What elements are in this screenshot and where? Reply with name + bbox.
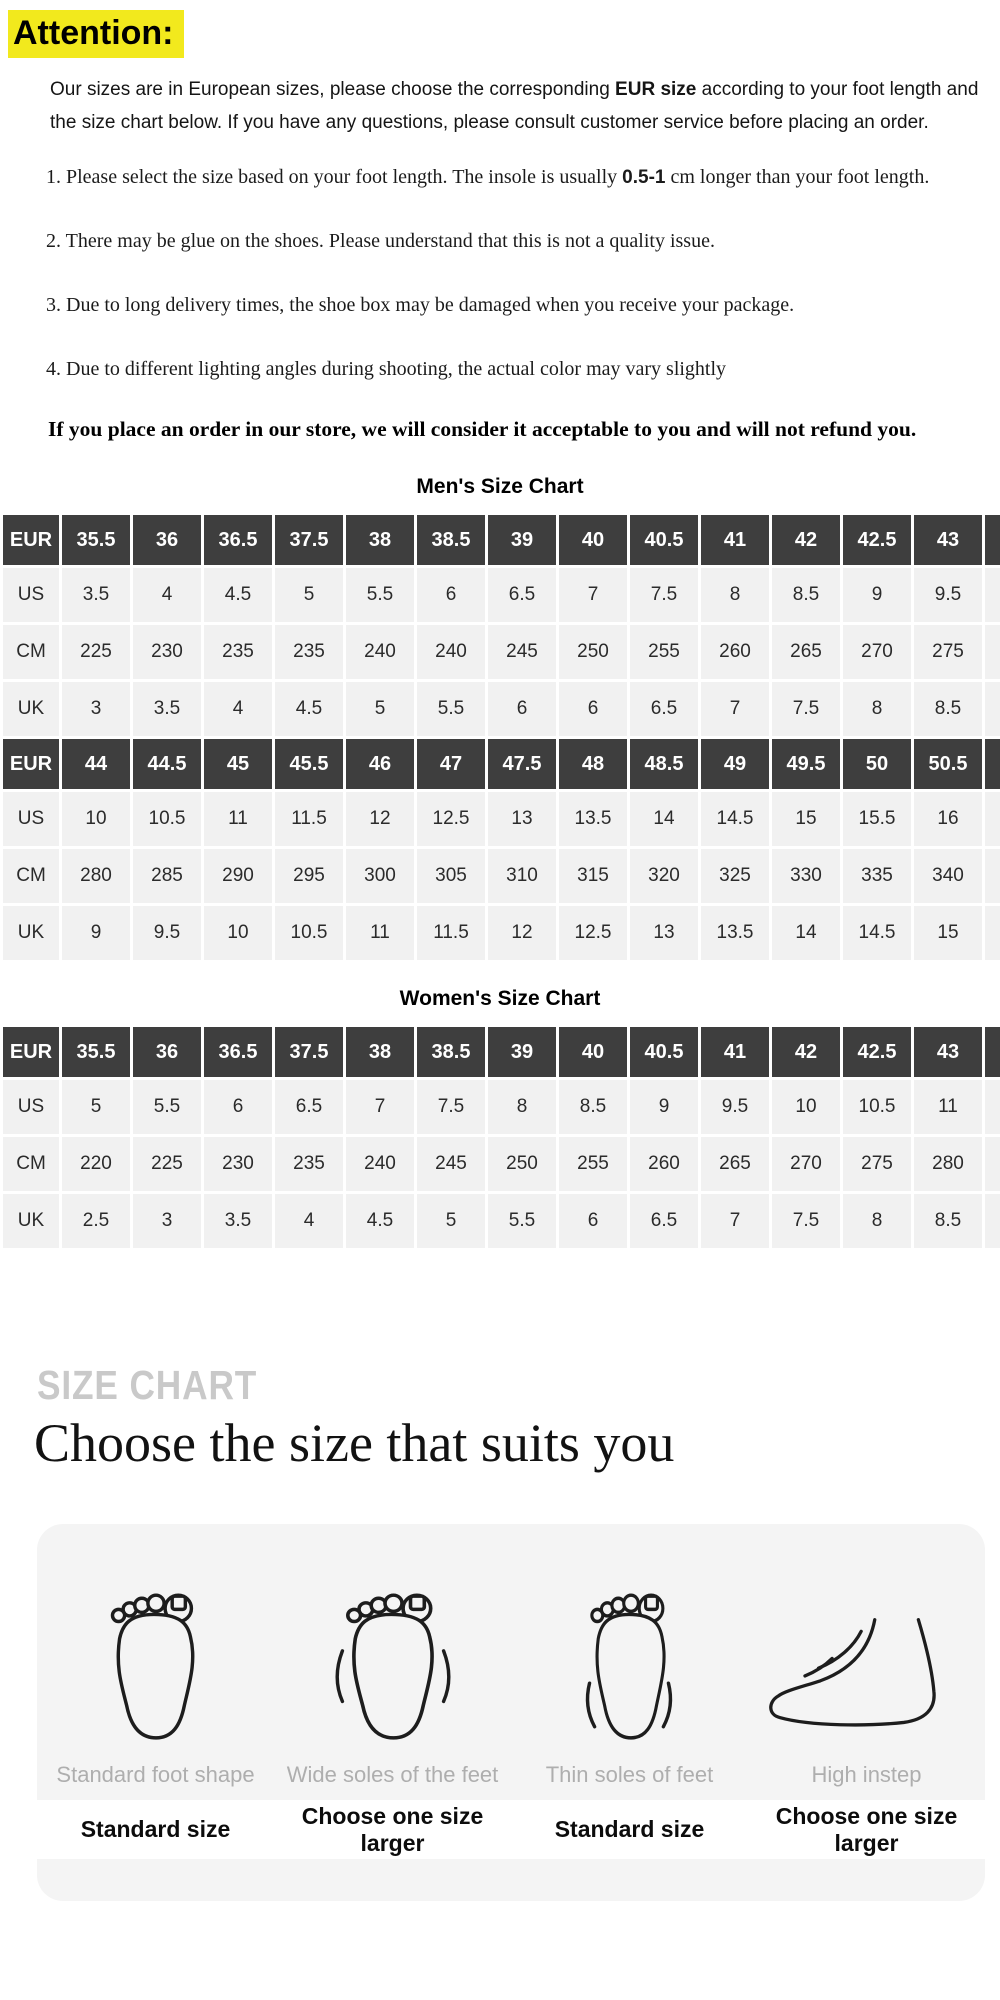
- size-cell: 7: [559, 568, 627, 622]
- size-cell: 6.5: [630, 1194, 698, 1248]
- size-cell: 230: [133, 625, 201, 679]
- size-cell: 260: [701, 625, 769, 679]
- size-cell: [985, 682, 1000, 736]
- size-cell: 40.5: [630, 515, 698, 565]
- size-cell: 6.5: [630, 682, 698, 736]
- note-text: cm longer than your foot length.: [665, 166, 930, 188]
- size-cell: 13.5: [559, 792, 627, 846]
- size-cell: [985, 1194, 1000, 1248]
- intro-text-post: according to your foot length and the size chart below. If you have any questions, please consult customer service before placing an order.: [50, 79, 979, 133]
- size-guide-panel: [37, 1524, 985, 1901]
- size-cell: 5.5: [133, 1080, 201, 1134]
- size-cell: 40: [559, 1027, 627, 1077]
- size-cell: 290: [204, 849, 272, 903]
- foot-icons-row: [37, 1524, 985, 1750]
- row-label-cell: EUR: [3, 739, 59, 789]
- size-cell: 42: [772, 515, 840, 565]
- size-cell: 220: [62, 1137, 130, 1191]
- size-cell: 14.5: [701, 792, 769, 846]
- size-cell: 8.5: [914, 1194, 982, 1248]
- size-cell: 4.5: [346, 1194, 414, 1248]
- size-cell: 250: [559, 625, 627, 679]
- size-cell: 265: [772, 625, 840, 679]
- size-cell: 36: [133, 515, 201, 565]
- size-cell: 2.5: [62, 1194, 130, 1248]
- size-cell: 6: [559, 682, 627, 736]
- size-data-row: [3, 849, 1000, 903]
- size-cell: 13: [488, 792, 556, 846]
- size-cell: 5.5: [488, 1194, 556, 1248]
- note-text: 3. Due to long delivery times, the shoe box may be damaged when you receive your package.: [46, 294, 795, 316]
- womens-table-wrap: [0, 1024, 1000, 1251]
- size-cell: 15: [772, 792, 840, 846]
- size-header-row: [3, 515, 1000, 565]
- size-cell: 44: [62, 739, 130, 789]
- size-cell: 225: [62, 625, 130, 679]
- intro-paragraph: [50, 73, 998, 139]
- size-cell: 13: [630, 906, 698, 960]
- size-cell: 5: [62, 1080, 130, 1134]
- size-cell: 280: [62, 849, 130, 903]
- size-cell: 340: [914, 849, 982, 903]
- size-cell: 46: [346, 739, 414, 789]
- size-cell: [985, 1080, 1000, 1134]
- intro-text-pre: Our sizes are in European sizes, please choose the corresponding: [50, 79, 616, 100]
- high-instep-icon: [760, 1610, 974, 1736]
- thin-foot-icon: [569, 1578, 691, 1750]
- size-cell: 39: [488, 515, 556, 565]
- row-label-cell: US: [3, 792, 59, 846]
- row-label-cell: UK: [3, 906, 59, 960]
- size-cell: 38: [346, 1027, 414, 1077]
- size-cell: 35.5: [62, 515, 130, 565]
- size-cell: 305: [417, 849, 485, 903]
- size-cell: 235: [275, 1137, 343, 1191]
- size-cell: 36.5: [204, 515, 272, 565]
- size-cell: 7.5: [772, 1194, 840, 1248]
- row-label-cell: EUR: [3, 1027, 59, 1077]
- size-cell: [985, 625, 1000, 679]
- size-cell: 38: [346, 515, 414, 565]
- size-guide-heading: Choose the size that suits you: [34, 1413, 675, 1473]
- size-cell: 8: [701, 568, 769, 622]
- refund-warning: If you place an order in our store, we will consider it acceptable to you and will not refund you.: [48, 417, 917, 441]
- row-label-cell: US: [3, 568, 59, 622]
- size-cell: 9: [843, 568, 911, 622]
- size-cell: 275: [914, 625, 982, 679]
- size-cell: 6: [488, 682, 556, 736]
- size-cell: 3.5: [133, 682, 201, 736]
- size-cell: 4: [275, 1194, 343, 1248]
- size-cell: 42.5: [843, 1027, 911, 1077]
- size-cell: 10: [62, 792, 130, 846]
- row-label-cell: CM: [3, 625, 59, 679]
- size-cell: 10.5: [275, 906, 343, 960]
- size-option-icon-cell: [748, 1610, 985, 1750]
- size-cell: 8.5: [914, 682, 982, 736]
- size-cell: 3.5: [62, 568, 130, 622]
- size-cell: 43: [914, 1027, 982, 1077]
- size-cell: 10: [204, 906, 272, 960]
- size-cell: 37.5: [275, 1027, 343, 1077]
- size-cell: 47.5: [488, 739, 556, 789]
- size-cell: 8.5: [772, 568, 840, 622]
- size-cell: 300: [346, 849, 414, 903]
- size-cell: 47: [417, 739, 485, 789]
- size-cell: 240: [346, 625, 414, 679]
- row-label-cell: US: [3, 1080, 59, 1134]
- size-option-icon-cell: [511, 1578, 748, 1750]
- size-cell: 41: [701, 1027, 769, 1077]
- size-cell: 3.5: [204, 1194, 272, 1248]
- attention-heading: Attention:: [8, 10, 184, 58]
- note-bold: 0.5-1: [622, 167, 666, 188]
- size-data-row: [3, 906, 1000, 960]
- size-header-row: [3, 739, 1000, 789]
- note-item-1: [46, 166, 1000, 189]
- size-cell: 9.5: [701, 1080, 769, 1134]
- mens-table-wrap: [0, 512, 1000, 963]
- size-cell: 4: [133, 568, 201, 622]
- size-option-label: Wide soles of the feet: [286, 1762, 499, 1787]
- size-cell: 325: [701, 849, 769, 903]
- size-option-label: Thin soles of feet: [545, 1762, 714, 1787]
- size-cell: 8: [843, 1194, 911, 1248]
- intro-text-bold: EUR size: [615, 79, 697, 100]
- size-cell: 12.5: [417, 792, 485, 846]
- note-item-3: [46, 294, 1000, 317]
- size-cell: 5.5: [346, 568, 414, 622]
- size-cell: 270: [772, 1137, 840, 1191]
- size-cell: 7.5: [772, 682, 840, 736]
- size-cell: 295: [275, 849, 343, 903]
- size-cell: 255: [559, 1137, 627, 1191]
- size-cell: 235: [275, 625, 343, 679]
- foot-labels-row: [37, 1750, 985, 1800]
- size-cell: 48.5: [630, 739, 698, 789]
- size-cell: 42: [772, 1027, 840, 1077]
- size-cell: 240: [417, 625, 485, 679]
- size-cell: 11: [204, 792, 272, 846]
- size-cell: 6: [417, 568, 485, 622]
- wide-foot-icon: [330, 1578, 456, 1750]
- size-cell: 13.5: [701, 906, 769, 960]
- size-data-row: [3, 1080, 1000, 1134]
- row-label-cell: EUR: [3, 515, 59, 565]
- size-cell: 7: [701, 682, 769, 736]
- size-option-recommendation: Choose one size larger: [775, 1802, 958, 1856]
- size-cell: 7: [701, 1194, 769, 1248]
- size-cell: [985, 906, 1000, 960]
- note-item-2: [46, 230, 1000, 253]
- size-cell: 38.5: [417, 515, 485, 565]
- size-cell: 7: [346, 1080, 414, 1134]
- size-option-label: High instep: [811, 1762, 922, 1787]
- size-cell: 7.5: [630, 568, 698, 622]
- size-cell: 39: [488, 1027, 556, 1077]
- size-cell: 10: [772, 1080, 840, 1134]
- row-label-cell: CM: [3, 1137, 59, 1191]
- size-cell: 11.5: [275, 792, 343, 846]
- size-cell: 36.5: [204, 1027, 272, 1077]
- size-option-recommendation: Standard size: [554, 1816, 705, 1842]
- row-label-cell: UK: [3, 682, 59, 736]
- size-cell: 285: [133, 849, 201, 903]
- mens-size-table: [0, 512, 1000, 963]
- size-cell: 15.5: [843, 792, 911, 846]
- size-cell: 9: [630, 1080, 698, 1134]
- size-cell: 11: [914, 1080, 982, 1134]
- size-cell: 3: [133, 1194, 201, 1248]
- size-cell: 9: [62, 906, 130, 960]
- size-data-row: [3, 1137, 1000, 1191]
- size-cell: 49.5: [772, 739, 840, 789]
- size-cell: 7.5: [417, 1080, 485, 1134]
- size-cell: 40.5: [630, 1027, 698, 1077]
- size-cell: 50.5: [914, 739, 982, 789]
- size-cell: 240: [346, 1137, 414, 1191]
- size-cell: 4.5: [204, 568, 272, 622]
- size-cell: [985, 792, 1000, 846]
- size-cell: 6.5: [275, 1080, 343, 1134]
- size-cell: 8: [843, 682, 911, 736]
- size-cell: 250: [488, 1137, 556, 1191]
- size-cell: 275: [843, 1137, 911, 1191]
- note-text: 2. There may be glue on the shoes. Please understand that this is not a quality issue.: [46, 230, 715, 252]
- size-cell: 3: [62, 682, 130, 736]
- size-cell: 49: [701, 739, 769, 789]
- size-cell: 4.5: [275, 682, 343, 736]
- size-cell: 38.5: [417, 1027, 485, 1077]
- note-item-4: [46, 358, 1000, 381]
- womens-size-table: [0, 1024, 1000, 1251]
- size-cell: 6: [559, 1194, 627, 1248]
- size-cell: 11: [346, 906, 414, 960]
- size-cell: 245: [417, 1137, 485, 1191]
- size-cell: 9.5: [914, 568, 982, 622]
- size-cell: 5: [275, 568, 343, 622]
- size-cell: 6: [204, 1080, 272, 1134]
- size-cell: 10.5: [843, 1080, 911, 1134]
- size-cell: [985, 568, 1000, 622]
- size-cell: 41: [701, 515, 769, 565]
- size-cell: [985, 739, 1000, 789]
- size-cell: 8: [488, 1080, 556, 1134]
- size-cell: 320: [630, 849, 698, 903]
- size-cell: 10.5: [133, 792, 201, 846]
- note-text: 1. Please select the size based on your foot length. The insole is usually: [46, 166, 623, 188]
- size-cell: 40: [559, 515, 627, 565]
- size-cell: 330: [772, 849, 840, 903]
- size-option-icon-cell: [274, 1578, 511, 1750]
- size-cell: [985, 1027, 1000, 1077]
- size-cell: 15: [914, 906, 982, 960]
- size-data-row: [3, 568, 1000, 622]
- size-cell: 9.5: [133, 906, 201, 960]
- size-cell: 44.5: [133, 739, 201, 789]
- size-cell: 12: [346, 792, 414, 846]
- standard-foot-icon: [95, 1578, 217, 1750]
- size-cell: 310: [488, 849, 556, 903]
- size-cell: 14.5: [843, 906, 911, 960]
- size-cell: 8.5: [559, 1080, 627, 1134]
- size-cell: 12.5: [559, 906, 627, 960]
- size-option-icon-cell: [37, 1578, 274, 1750]
- size-cell: 37.5: [275, 515, 343, 565]
- mens-chart-title: Men's Size Chart: [416, 475, 584, 498]
- size-cell: 50: [843, 739, 911, 789]
- foot-recommendations-row: [37, 1800, 985, 1859]
- size-cell: 45.5: [275, 739, 343, 789]
- size-cell: [985, 849, 1000, 903]
- row-label-cell: UK: [3, 1194, 59, 1248]
- size-cell: 43: [914, 515, 982, 565]
- size-cell: 235: [204, 625, 272, 679]
- size-cell: 5.5: [417, 682, 485, 736]
- size-cell: 280: [914, 1137, 982, 1191]
- size-cell: 4: [204, 682, 272, 736]
- size-cell: 230: [204, 1137, 272, 1191]
- size-cell: 36: [133, 1027, 201, 1077]
- size-cell: 14: [630, 792, 698, 846]
- size-data-row: [3, 682, 1000, 736]
- row-label-cell: CM: [3, 849, 59, 903]
- size-cell: 5: [417, 1194, 485, 1248]
- size-option-recommendation: Standard size: [80, 1816, 231, 1842]
- womens-chart-title: Women's Size Chart: [399, 987, 601, 1010]
- size-cell: 255: [630, 625, 698, 679]
- size-option-recommendation: Choose one size larger: [301, 1802, 484, 1856]
- size-cell: 335: [843, 849, 911, 903]
- size-chart-eyebrow: SIZE CHART: [37, 1362, 258, 1408]
- size-cell: 5: [346, 682, 414, 736]
- size-cell: 35.5: [62, 1027, 130, 1077]
- size-cell: 16: [914, 792, 982, 846]
- size-cell: 260: [630, 1137, 698, 1191]
- size-cell: 225: [133, 1137, 201, 1191]
- size-cell: 6.5: [488, 568, 556, 622]
- size-cell: 270: [843, 625, 911, 679]
- size-cell: 315: [559, 849, 627, 903]
- size-header-row: [3, 1027, 1000, 1077]
- size-cell: 45: [204, 739, 272, 789]
- size-cell: 48: [559, 739, 627, 789]
- size-option-label: Standard foot shape: [56, 1762, 255, 1787]
- size-cell: 245: [488, 625, 556, 679]
- size-cell: 14: [772, 906, 840, 960]
- size-cell: 265: [701, 1137, 769, 1191]
- size-data-row: [3, 625, 1000, 679]
- size-cell: 11.5: [417, 906, 485, 960]
- notes-list: [0, 166, 1000, 381]
- size-cell: [985, 1137, 1000, 1191]
- size-cell: 42.5: [843, 515, 911, 565]
- size-cell: 12: [488, 906, 556, 960]
- size-data-row: [3, 792, 1000, 846]
- note-text: 4. Due to different lighting angles during shooting, the actual color may vary slightly: [46, 358, 727, 380]
- size-data-row: [3, 1194, 1000, 1248]
- size-cell: [985, 515, 1000, 565]
